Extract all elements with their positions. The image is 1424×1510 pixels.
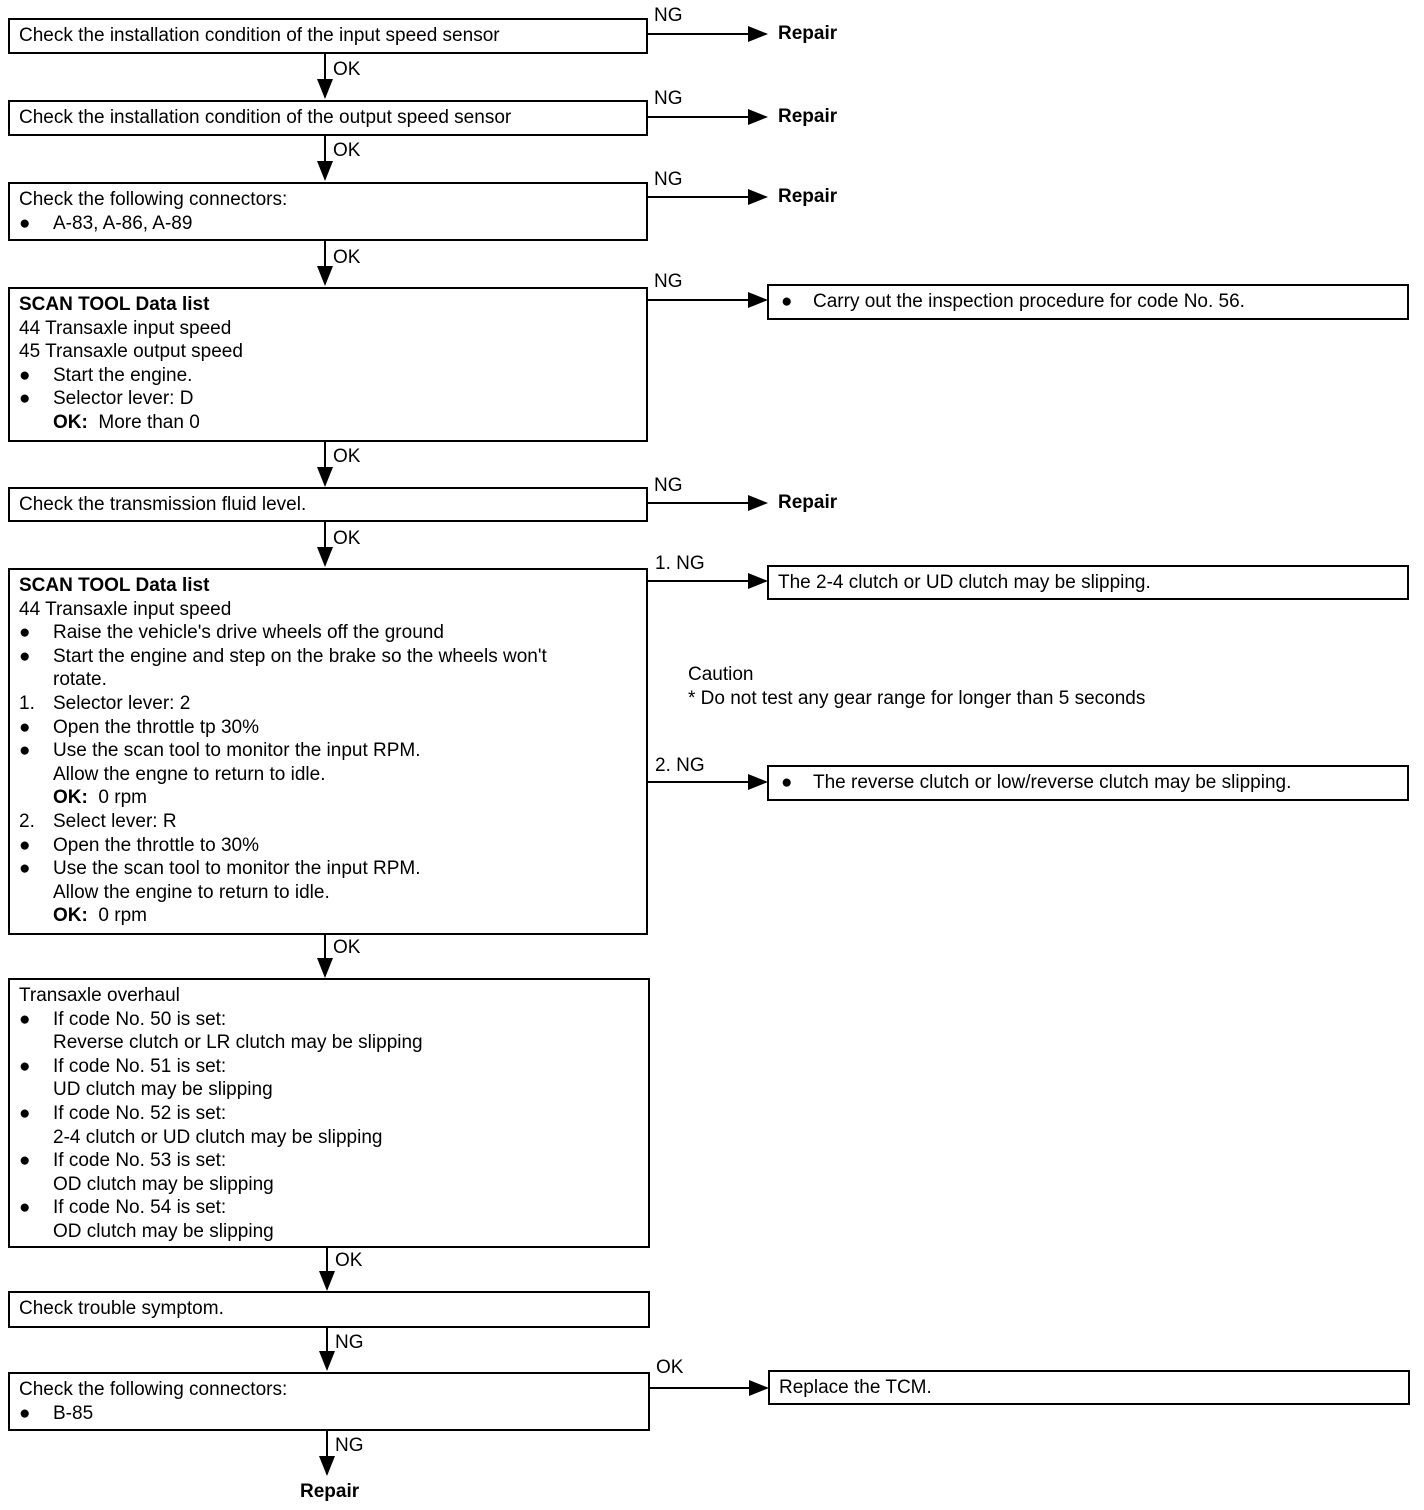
data-item: 44 Transaxle input speed <box>19 317 232 339</box>
bullet-icon: ● <box>19 1402 31 1424</box>
ng-label-2: 2. NG <box>655 755 705 776</box>
connector-list: A-83, A-86, A-89 <box>53 212 193 234</box>
instruction-continued: rotate. <box>53 669 107 691</box>
instruction: Use the scan tool to monitor the input RPM. <box>53 740 421 762</box>
instruction: Selector lever: D <box>53 388 194 410</box>
repair-label: Repair <box>778 492 838 513</box>
step-title: Check the following connectors: <box>19 1379 288 1400</box>
code-condition: If code No. 50 is set: <box>53 1008 227 1030</box>
code-result: 2-4 clutch or UD clutch may be slipping <box>53 1126 383 1148</box>
bullet-icon: ● <box>781 291 793 312</box>
ok-label: OK <box>333 247 361 268</box>
ok-label: OK <box>333 59 361 80</box>
step-title: SCAN TOOL Data list <box>19 575 210 596</box>
code-result: OD clutch may be slipping <box>53 1173 274 1195</box>
bullet-icon: ● <box>19 622 31 644</box>
result-text: Carry out the inspection procedure for code No. 56. <box>813 291 1245 312</box>
bullet-icon: ● <box>19 388 31 410</box>
bullet-icon: ● <box>19 1197 31 1219</box>
ng-label: NG <box>335 1435 364 1456</box>
bullet-icon: ● <box>19 834 31 856</box>
ok-label: OK <box>333 446 361 467</box>
caution-text: * Do not test any gear range for longer than 5 seconds <box>688 688 1146 709</box>
result-2-4-or-ud-clutch-slipping <box>767 565 1409 600</box>
step-title: Check the transmission fluid level. <box>19 494 307 515</box>
ok-label: OK <box>335 1250 363 1271</box>
bullet-icon: ● <box>19 1055 31 1077</box>
step-transaxle-overhaul <box>8 978 650 1248</box>
ng-label-1: 1. NG <box>655 553 705 574</box>
instruction: Use the scan tool to monitor the input RPM. <box>53 858 421 880</box>
code-result: Reverse clutch or LR clutch may be slipping <box>53 1032 423 1054</box>
repair-label: Repair <box>300 1481 360 1502</box>
bullet-icon: ● <box>19 1008 31 1030</box>
step-check-connectors-a <box>8 182 648 241</box>
step-scan-tool-speed <box>8 287 648 442</box>
instruction: Open the throttle tp 30% <box>53 716 259 738</box>
instruction: Open the throttle to 30% <box>53 834 259 856</box>
instruction: Start the engine. <box>53 364 193 386</box>
ok-label: OK <box>333 528 361 549</box>
ok-criterion-value: 0 rpm <box>98 905 147 927</box>
caution-title: Caution <box>688 664 754 685</box>
ok-criterion-value: 0 rpm <box>98 787 147 809</box>
ok-label: OK <box>333 140 361 161</box>
repair-label: Repair <box>778 23 838 44</box>
ng-label: NG <box>654 475 683 496</box>
ok-criterion-label: OK: <box>53 787 88 809</box>
ng-label: NG <box>335 1332 364 1353</box>
result-inspect-code-56 <box>767 284 1409 320</box>
ng-label: NG <box>654 5 683 26</box>
ng-label: NG <box>654 271 683 292</box>
bullet-icon: ● <box>19 212 31 234</box>
result-text: The 2-4 clutch or UD clutch may be slipping. <box>778 572 1151 593</box>
step-title: Transaxle overhaul <box>19 985 180 1006</box>
result-text: The reverse clutch or low/reverse clutch may be slipping. <box>813 772 1292 793</box>
bullet-icon: ● <box>19 740 31 762</box>
ok-criterion-label: OK: <box>53 411 88 433</box>
ng-label: NG <box>654 88 683 109</box>
repair-label: Repair <box>778 106 838 127</box>
instruction: Selector lever: 2 <box>53 692 191 714</box>
ok-criterion-label: OK: <box>53 905 88 927</box>
bullet-icon: ● <box>19 364 31 386</box>
code-condition: If code No. 51 is set: <box>53 1055 227 1077</box>
code-condition: If code No. 52 is set: <box>53 1102 227 1124</box>
result-reverse-clutch-slipping <box>767 765 1409 801</box>
bullet-icon: ● <box>19 645 31 667</box>
step-check-input-speed-sensor <box>8 18 648 54</box>
code-result: OD clutch may be slipping <box>53 1220 274 1242</box>
step-scan-tool-clutch-test <box>8 568 648 935</box>
step-title: SCAN TOOL Data list <box>19 294 210 315</box>
ok-criterion-value: More than 0 <box>98 411 200 433</box>
code-result: UD clutch may be slipping <box>53 1079 273 1101</box>
code-condition: If code No. 53 is set: <box>53 1150 227 1172</box>
ng-label: NG <box>654 169 683 190</box>
bullet-icon: ● <box>781 772 793 793</box>
step-number: 2. <box>19 810 35 832</box>
step-title: Check trouble symptom. <box>19 1298 224 1319</box>
instruction: Start the engine and step on the brake so the wheels won't <box>53 645 547 667</box>
step-title: Check the installation condition of the output speed sensor <box>19 107 512 128</box>
connector-list: B-85 <box>53 1402 94 1424</box>
repair-label: Repair <box>778 186 838 207</box>
instruction-continued: Allow the engne to return to idle. <box>53 763 326 785</box>
code-condition: If code No. 54 is set: <box>53 1197 227 1219</box>
step-title: Check the installation condition of the input speed sensor <box>19 25 500 46</box>
instruction: Raise the vehicle's drive wheels off the ground <box>53 622 444 644</box>
step-check-fluid-level <box>8 487 648 522</box>
step-check-trouble-symptom <box>8 1291 650 1328</box>
bullet-icon: ● <box>19 858 31 880</box>
step-check-connectors-b <box>8 1372 650 1431</box>
step-number: 1. <box>19 692 35 714</box>
ok-label: OK <box>333 937 361 958</box>
bullet-icon: ● <box>19 1102 31 1124</box>
ok-label: OK <box>656 1357 684 1378</box>
bullet-icon: ● <box>19 716 31 738</box>
result-text: Replace the TCM. <box>779 1377 932 1398</box>
step-title: Check the following connectors: <box>19 189 288 210</box>
bullet-icon: ● <box>19 1150 31 1172</box>
instruction-continued: Allow the engine to return to idle. <box>53 881 330 903</box>
data-item: 45 Transaxle output speed <box>19 341 243 363</box>
result-replace-tcm <box>768 1370 1410 1405</box>
data-item: 44 Transaxle input speed <box>19 598 232 620</box>
instruction: Select lever: R <box>53 810 177 832</box>
step-check-output-speed-sensor <box>8 100 648 136</box>
